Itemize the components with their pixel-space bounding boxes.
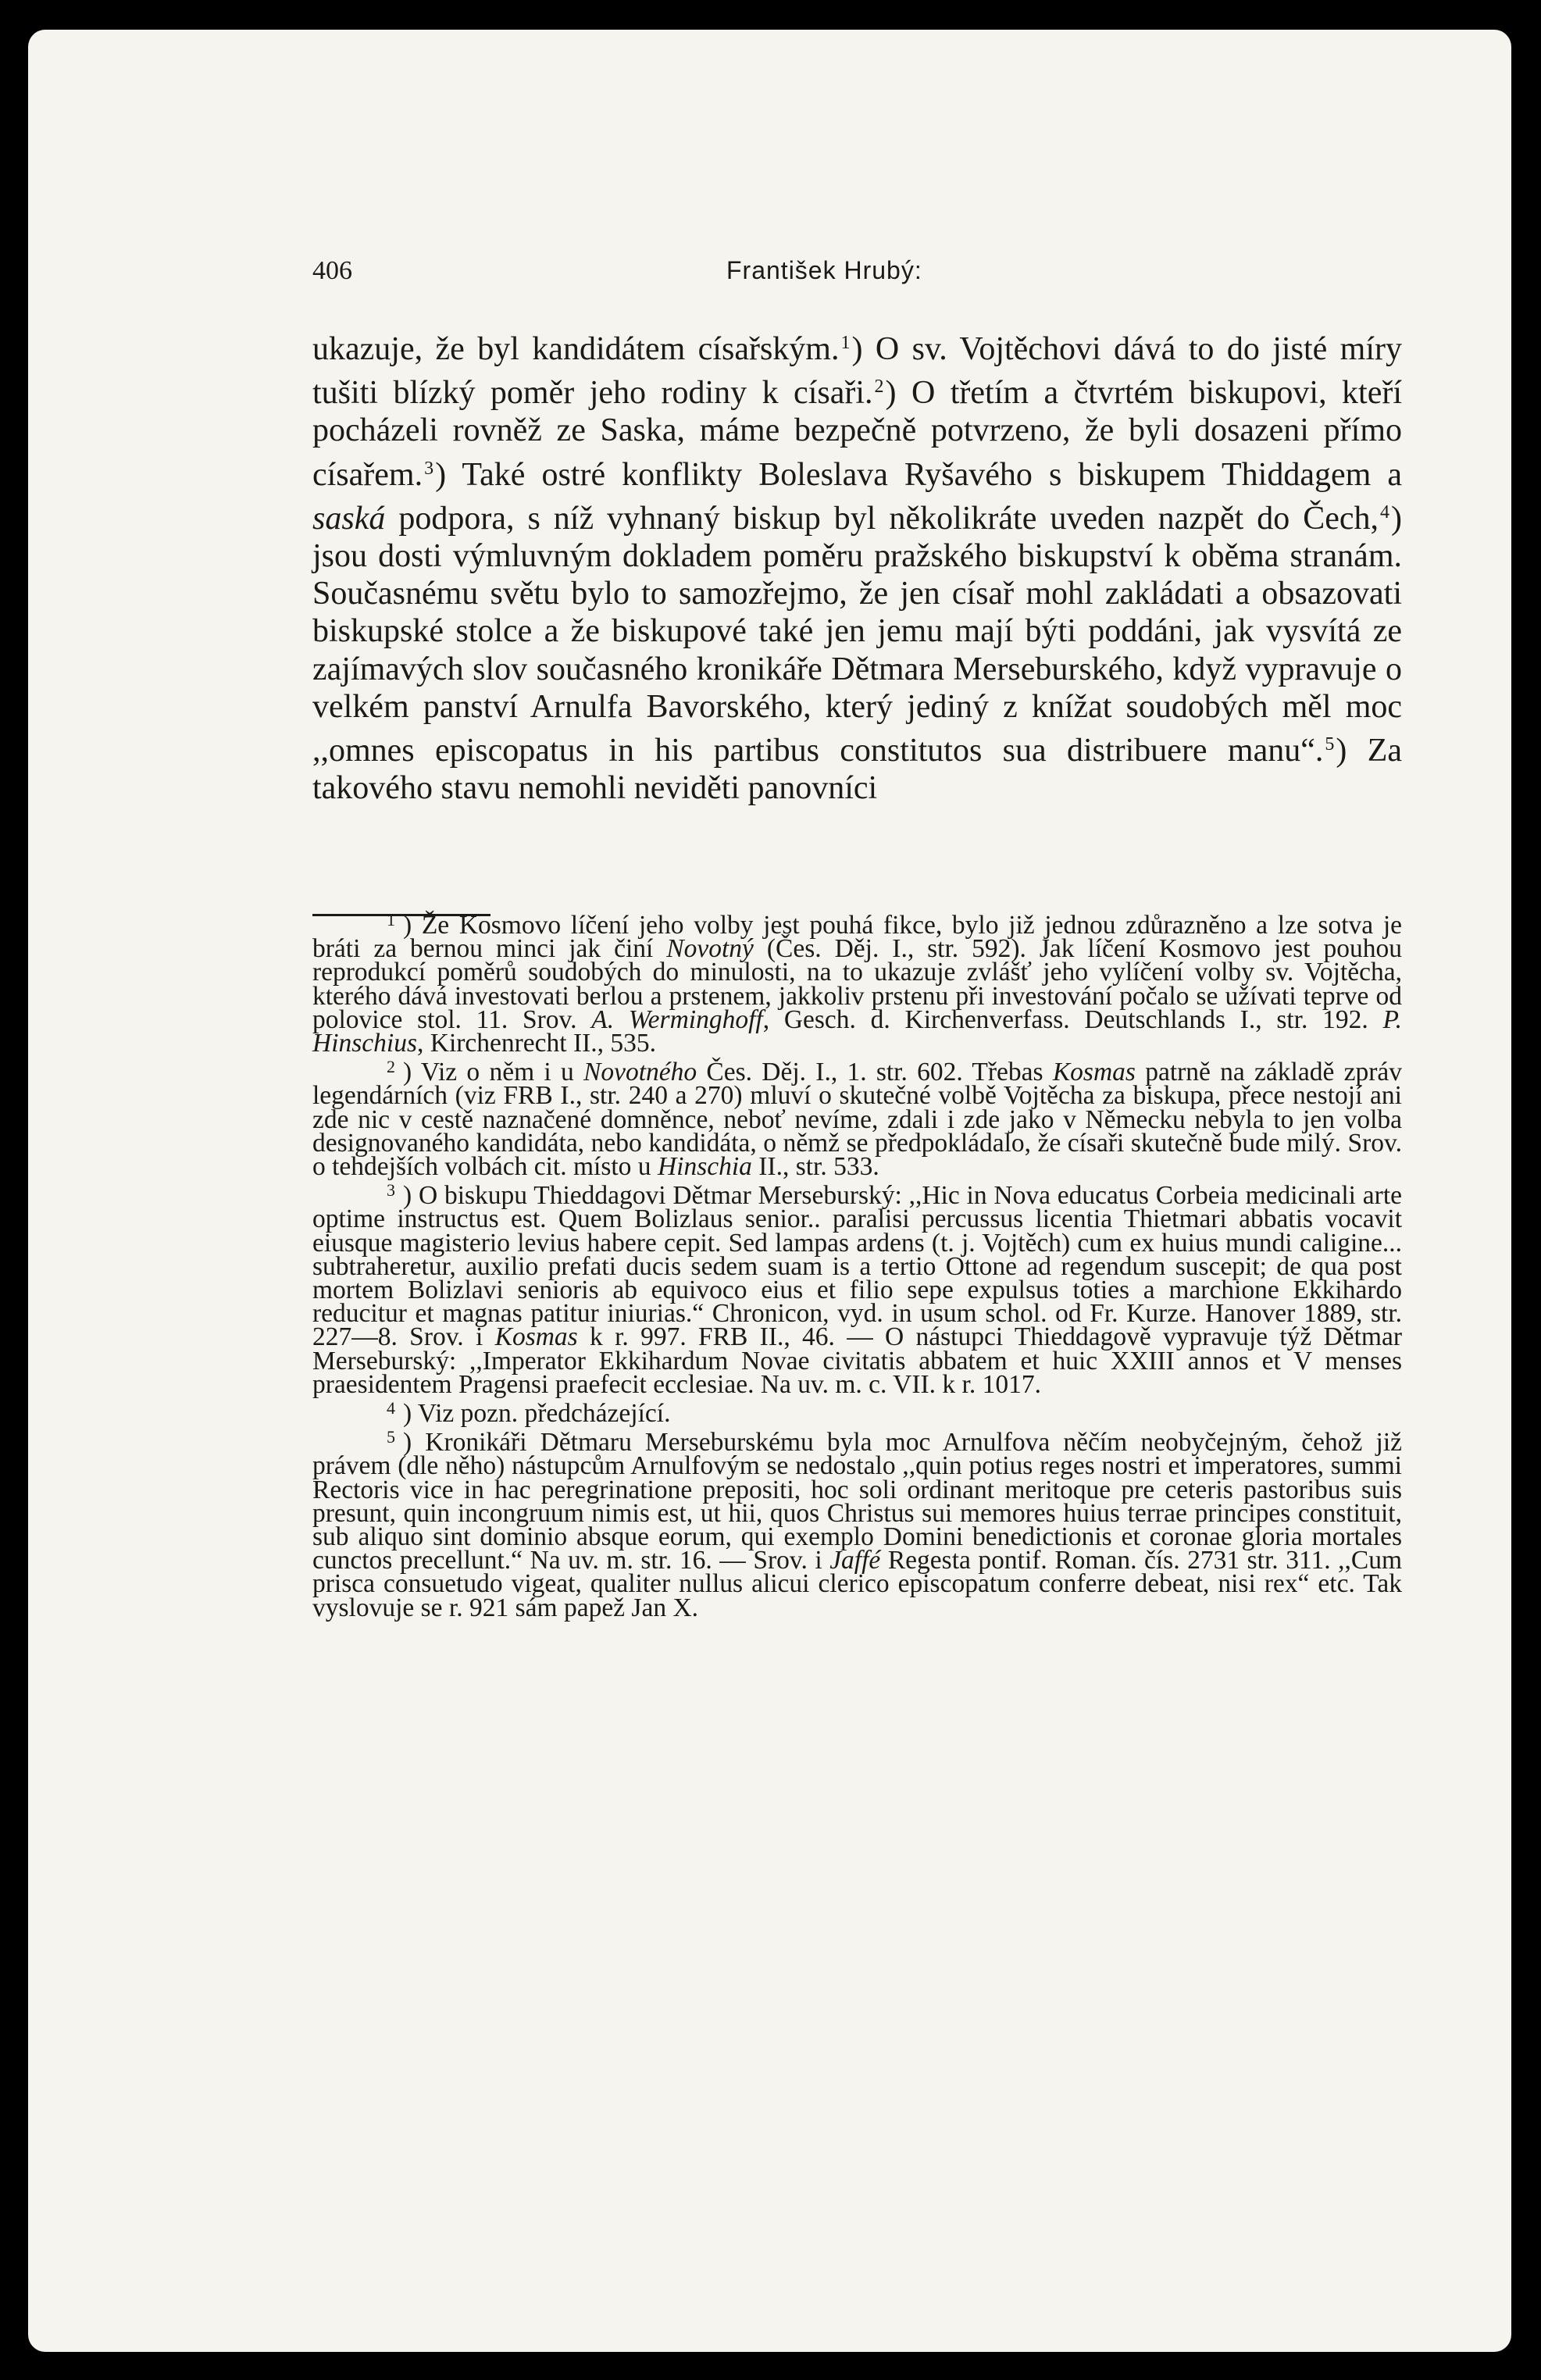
body-text: ) Za takového stavu nemohli neviděti panovníci bbox=[312, 733, 1402, 807]
footnote-mark: 1 bbox=[387, 910, 395, 930]
page-number: 406 bbox=[312, 256, 352, 285]
footnote-author: Jaffé bbox=[829, 1546, 881, 1575]
footnote-text: ) Že Kosmovo líčení jeho volby jest pouhá fikce, bylo již jednou zdůrazněno a lze sotva je bráti za bernou minci jak činí bbox=[312, 911, 1402, 964]
footnote-text: ) Kronikáři Dětmaru Merseburskému byla moc Arnulfova něčím neobyčejným, čehož již právem (dle něho) nástupcům Arnulfovým se nedostalo ,,quin potius reges nostri et imperatores, summi Rectoris vice in hac peregrinatione prepositi, hoc soli ordinant meritoque pre ceteris pastoribus suis presunt, quin incongruum nimis est, ut hii, quos Christus sui memores huius terrae principes constituit, sub aliquo sint dominio absque eorum, qui exemplo Domini benedictionis et coronae gloria mortales cunctos precellunt.“ Na uv. m. str. 16. — Srov. i bbox=[312, 1428, 1402, 1575]
footnote-4 bbox=[312, 1397, 1402, 1429]
body-emphasis: saská bbox=[312, 500, 386, 537]
footnote-2 bbox=[312, 1055, 1403, 1182]
footnote-author: Hinschia bbox=[657, 1152, 752, 1182]
footnote-reference: 3 bbox=[424, 458, 434, 479]
footnote-mark: 2 bbox=[387, 1057, 395, 1077]
footnote-reference: 4 bbox=[1380, 501, 1389, 523]
footnote-reference: 1 bbox=[840, 333, 851, 353]
running-head bbox=[312, 256, 1402, 291]
footnote-author: Novotný bbox=[666, 934, 754, 964]
footnote-text: Regesta pontif. Roman. čís. 2731 str. 311. ,,Cum prisca consuetudo vigeat, qualiter nullus alicui clerico episcopatum conferre debeat, nisi rex“ etc. Tak vyslovuje se r. 921 sám papež Jan X. bbox=[312, 1546, 1403, 1622]
footnote-reference: 5 bbox=[1325, 734, 1335, 755]
footnote-author: P. Hinschius bbox=[312, 1004, 1403, 1058]
footnote-text: patrně na základě zpráv legendárních (viz FRB I., str. 240 a 270) mluví o skutečné volbě Vojtěcha za biskupa, přece nestojí ani zde nic v cestě naznačené domněnce, neboť nevíme, zdali i zde jako v Německu nebyla to jen volba designovaného kandidáta, nebo kandidáta, o němž se předpokládalo, že císaři skutečně bude milý. Srov. o tehdejších volbách cit. místo u bbox=[312, 1058, 1403, 1182]
running-title: František Hrubý: bbox=[726, 256, 922, 284]
footnote-text: , Kirchenrecht II., 535. bbox=[417, 1029, 657, 1058]
footnote-1 bbox=[312, 908, 1403, 1058]
body-text: ) O sv. Vojtěchovi dává to do jisté míry tušiti blízký poměr jeho rodiny k císaři. bbox=[312, 331, 1402, 412]
footnote-text: II., str. 533. bbox=[751, 1152, 879, 1182]
body-text: ) Také ostré konflikty Boleslava Ryšavého s biskupem Thiddagem a bbox=[435, 456, 1402, 493]
footnote-text: Čes. Děj. I., 1. str. 602. Třebas bbox=[697, 1058, 1053, 1087]
body-paragraph bbox=[312, 324, 1402, 807]
footnote-text: , Gesch. d. Kirchenverfass. Deutschlands I., str. 192. bbox=[762, 1004, 1383, 1034]
footnote-text: (Čes. Děj. I., str. 592). Jak líčení Kosmovo jest pouhou reprodukcí poměrů soudobých do minulosti, na to ukazuje zvlášť jeho vylíčení volby sv. Vojtěcha, kterého dává investovati berlou a prstenem, jakkoliv prstenu při investování počalo se užívati teprve od polovice stol. 11. Srov. bbox=[312, 934, 1402, 1034]
footnote-author: Kosmas bbox=[1052, 1058, 1136, 1087]
footnote-mark: 4 bbox=[387, 1398, 395, 1418]
body-text: podpora, s níž vyhnaný biskup byl několikráte uveden nazpět do Čech, bbox=[385, 500, 1379, 537]
footnote-3 bbox=[312, 1179, 1402, 1397]
footnote-text: ) O biskupu Thieddagovi Dětmar Merseburský: ,,Hic in Nova educatus Corbeia medicinali arte optime instructus est. Quem Bolizlaus senior.. paralisi percussus licentia Thietmari abbatis vocavit eiusque magisterio levius habere cepit. Sed lampas ardens (t. j. Vojtěch) cum ex huius mundi caligine... subtraheretur, auxilio prefati ducis sedem suam is a tertio Ottone ad regendum suscepit; de qua post mortem Bolizlavi senioris ab equivoco eius et filio sepe expulsus toties a marchione Ekkihardo reducitur et magnas patitur iniurias.“ Chronicon, vyd. in usum schol. od Fr. Kurze. Hanover 1889, str. 227—8. Srov. i bbox=[312, 1181, 1402, 1352]
body-text: ) jsou dosti výmluvným dokladem poměru pražského biskupství k oběma stranám. Současnému světu bylo to samozřejmo, že jen císař mohl zakládati a obsazovati biskupské stolce a že biskupové také jen jemu mají býti poddáni, jak vysvítá ze zajímavých slov současného kronikáře Dětmara Merseburského, když vypravuje o velkém panství Arnulfa Bavorského, který jediný z knížat soudobých měl moc ,,omnes episcopatus in his partibus constitutos sua distribuere manu“. bbox=[312, 500, 1402, 769]
footnote-reference: 2 bbox=[874, 376, 884, 398]
body-text: ukazuje, že byl kandidátem císařským. bbox=[312, 331, 840, 367]
footnote-mark: 3 bbox=[387, 1180, 395, 1201]
footnotes bbox=[312, 908, 1402, 1620]
footnote-text: ) Viz o něm i u bbox=[403, 1058, 583, 1087]
footnote-5 bbox=[312, 1426, 1402, 1620]
body-text: ) O třetím a čtvrtém biskupovi, kteří pocházeli rovněž ze Saska, máme bezpečně potvrzeno, že byli dosazeni přímo císařem. bbox=[312, 375, 1402, 493]
footnote-author: Kosmas bbox=[494, 1322, 578, 1352]
footnote-author: Novotného bbox=[583, 1058, 697, 1087]
footnote-text: k r. 997. FRB II., 46. — O nástupci Thieddagově vypravuje týž Dětmar Merseburský: ,,Imperator Ekkihardum Novae civitatis abbatem et huic XXIII annos et V menses praesidentem Pragensi praefecit ecclesiae. Na uv. m. c. VII. k r. 1017. bbox=[312, 1322, 1403, 1399]
footnote-text: ) Viz pozn. předcházející. bbox=[403, 1399, 671, 1429]
footnote-mark: 5 bbox=[387, 1427, 395, 1447]
footnote-author: A. Werminghoff bbox=[591, 1004, 763, 1034]
